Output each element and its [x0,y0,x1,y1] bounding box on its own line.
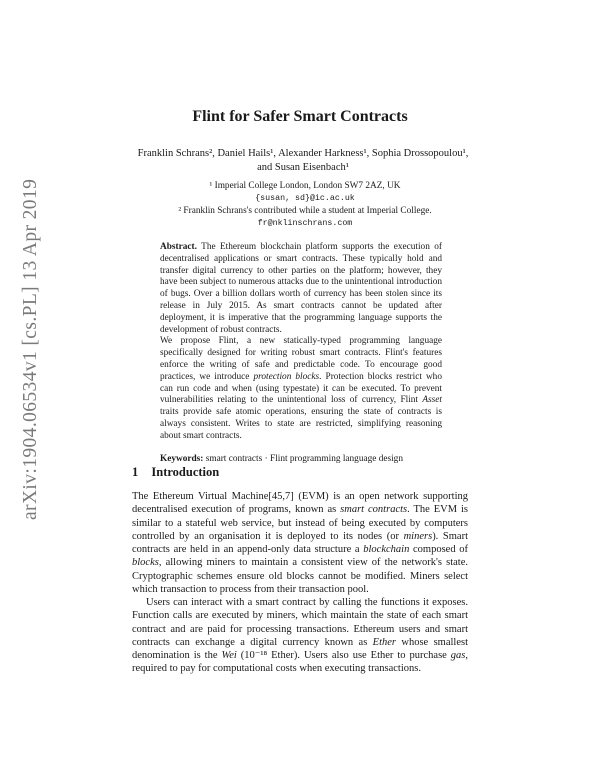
intro-emph-wei: Wei [221,650,237,661]
intro-paragraph-2 [132,596,468,676]
abstract-text-2c: traits provide safe atomic operations, ensuring the state of contracts is always consistent. Writes to state are restricted, simplifying reasoning about smart contracts. [160,407,442,441]
intro-emph-smart-contracts: smart contracts [340,504,408,516]
keywords [160,454,442,466]
intro-emph-blockchain: blockchain [363,544,410,555]
author-line-2: and Susan Eisenbach¹ [257,162,349,173]
affiliation-2: ² Franklin Schrans's contributed while a student at Imperial College. [178,206,432,216]
arxiv-identifier: arXiv:1904.06534v1 [cs.PL] 13 Apr 2019 [20,178,41,520]
intro-emph-gas: gas [450,650,466,661]
intro-text-1b: . The EVM is similar to a stateful web service, but instead of being executed by computers controlled by an organisation it is deployed to its nodes (or [132,504,469,542]
abstract-text-2b: . Protection blocks restrict who can run code and when (using typestate) it can be executed. To prevent vulnerabilities relating to the unintentional loss of currency, Flint [160,371,442,406]
intro-emph-ether: Ether [372,636,396,648]
intro-text-2c: (10⁻¹⁸ Ether). Users also use Ether to purchase [236,650,451,661]
abstract-paragraph-1 [160,242,442,336]
abstract-text-2a: We propose Flint, a new statically-typed programming language specifically designed for writing robust smart contracts. Flint's features enforce the writing of safe and predictable code. To encourage good practices, we introduce [160,336,442,382]
intro-text-1c: ). Smart contracts are held in an append-only data structure a [132,530,469,555]
section-number: 1 [132,465,139,479]
introduction-body [132,490,468,676]
section-title: Introduction [151,465,220,479]
intro-text-2d: , required to pay for computational costs when executing transactions. [132,650,468,675]
intro-text-2b: whose smallest denomination is the [132,636,468,661]
affiliation-2-email: fr@nklinschrans.com [257,218,353,228]
keywords-text: smart contracts · Flint programming language design [205,453,403,464]
affiliations [140,180,470,230]
paper-title: Flint for Safer Smart Contracts [192,108,408,125]
intro-text-1e: , allowing miners to maintain a consistent view of the network's state. Cryptographic schemes ensure old blocks cannot be modified. Miners select which transaction to process from their transaction pool. [132,557,468,595]
intro-emph-miners: miners [403,530,433,542]
author-list [128,147,478,175]
abstract-paragraph-2 [160,336,442,442]
abstract [160,242,442,465]
abstract-text-1: The Ethereum blockchain platform supports the execution of decentralised applications or smart contracts. These typically hold and transfer digital currency to other parties on the platform; however, they have been subject to numerous attacks due to the unintentional introduction of bugs. Over a billion dollars worth of currency has been stolen since its release in July 2015. As smart contracts cannot be updated after deployment, it is imperative that the programming language supports the development of robust contracts. [160,242,442,335]
abstract-emph-protection-blocks: protection blocks [253,371,320,382]
intro-text-2a: Users can interact with a smart contract by calling the functions it exposes. Function calls are executed by miners, which maintain the state of each smart contract and are paid for processing transactions. Ethereum users and smart contracts can exchange a digital currency known as [132,597,468,648]
affiliation-1-email: {susan, sd}@ic.ac.uk [255,193,355,203]
intro-text-1d: composed of [409,544,468,555]
intro-emph-blocks: blocks [132,557,159,569]
intro-paragraph-1 [132,490,468,596]
intro-text-1a: The Ethereum Virtual Machine[45,7] (EVM) is an open network supporting decentralised execution of programs, known as [132,491,468,516]
keywords-label: Keywords: [160,453,204,464]
section-heading [132,465,219,480]
abstract-emph-asset: Asset [422,395,442,406]
author-line-1: Franklin Schrans², Daniel Hails¹, Alexander Harkness¹, Sophia Drossopoulou¹, [137,148,469,159]
abstract-label: Abstract. [160,242,197,252]
affiliation-1: ¹ Imperial College London, London SW7 2AZ, UK [209,181,401,191]
